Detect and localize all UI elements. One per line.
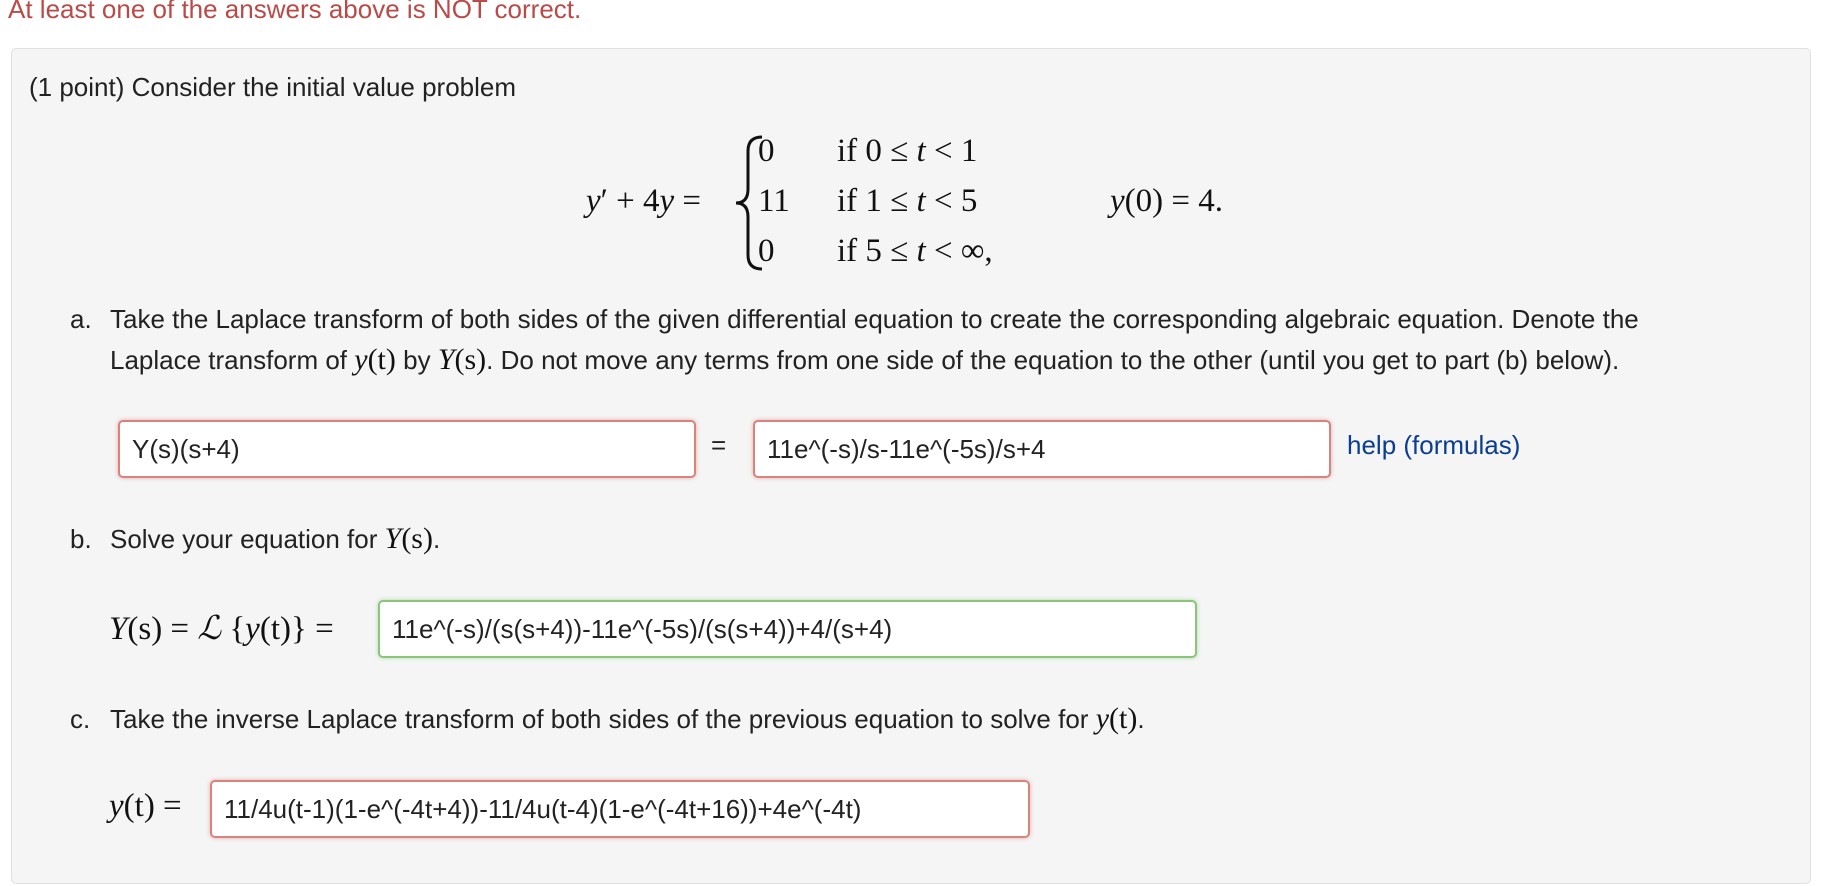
part-a-line2-mid: by: [395, 345, 438, 375]
initial-y: y: [1110, 183, 1125, 219]
case-2-rest: < 5: [925, 183, 978, 219]
part-b-text-pre: Solve your equation for: [110, 524, 385, 554]
help-formulas-link[interactable]: help (formulas): [1347, 430, 1521, 460]
part-a-marker: a.: [70, 304, 92, 334]
part-b-lhs-Y: Y: [109, 611, 128, 647]
part-b-answer-input[interactable]: [378, 600, 1197, 658]
part-b-lhs-y: y: [245, 611, 260, 647]
part-b-lhs: [109, 608, 334, 648]
part-c-lhs: [109, 788, 182, 825]
part-b-lhs-s: (s) =: [127, 611, 198, 647]
answer-status-message: At least one of the answers above is NOT correct.: [8, 0, 582, 24]
ode-y: y: [586, 183, 601, 219]
part-b-lhs-t: (t): [259, 611, 291, 647]
case-3-value: 0: [758, 233, 775, 269]
part-a-paren-t: (t): [367, 343, 396, 376]
ode-lhs: [586, 183, 701, 220]
part-a-left-answer-input[interactable]: [118, 420, 696, 478]
part-b-lhs-open: {: [221, 611, 246, 647]
case-2-value: 11: [758, 183, 790, 219]
part-b-text-post: .: [432, 524, 441, 554]
case-1-if: if 0 ≤: [837, 133, 917, 169]
part-c-text: [110, 702, 1145, 736]
ode-prime: ′: [600, 183, 608, 219]
part-b-marker: b.: [70, 524, 92, 554]
case-1-t: t: [916, 133, 926, 169]
part-b-text: [110, 522, 440, 556]
case-2-condition: [837, 183, 977, 220]
case-3-if: if 5 ≤: [837, 233, 917, 269]
part-b-Y: Y: [384, 522, 402, 555]
initial-rest: (0) = 4.: [1124, 183, 1223, 219]
part-c-lhs-rest: (t) =: [123, 788, 182, 824]
case-3-condition: [837, 233, 993, 270]
part-a-line1: Take the Laplace transform of both sides of the given differential equation to create the corresponding algebraic equation. Denote the: [110, 304, 1639, 334]
part-a-paren-s: (s): [454, 343, 487, 376]
part-b-paren-s: (s): [401, 522, 433, 555]
case-1-condition: [837, 133, 977, 170]
part-c-marker: c.: [70, 704, 91, 734]
part-a-Y: Y: [437, 343, 455, 376]
part-c-answer-input[interactable]: [210, 780, 1030, 838]
ode-equals: =: [682, 183, 702, 219]
part-c-text-pre: Take the inverse Laplace transform of both sides of the previous equation to solve for: [110, 704, 1096, 734]
case-1-value: 0: [758, 133, 775, 169]
problem-intro: (1 point) Consider the initial value problem: [29, 72, 517, 102]
part-a-right-answer-input[interactable]: [753, 420, 1331, 478]
part-a-line2: [110, 343, 1619, 377]
ode-y2: y: [659, 183, 675, 219]
ode-plus-four: + 4: [616, 183, 660, 219]
part-a-line2-post: . Do not move any terms from one side of the equation to the other (until you get to part (b) below).: [486, 345, 1620, 375]
part-c-paren-t: (t): [1109, 702, 1138, 735]
case-2-t: t: [916, 183, 926, 219]
part-c-y: y: [1095, 702, 1110, 735]
part-a-y: y: [354, 343, 368, 376]
part-a-equals: =: [711, 430, 727, 460]
initial-condition: [1110, 183, 1223, 220]
case-3-rest: < ∞,: [925, 233, 993, 269]
part-c-lhs-y: y: [109, 788, 124, 824]
part-a-line2-pre: Laplace transform of: [110, 345, 355, 375]
case-2-if: if 1 ≤: [837, 183, 917, 219]
part-c-text-post: .: [1137, 704, 1145, 734]
case-1-rest: < 1: [925, 133, 978, 169]
part-b-lhs-close: } =: [290, 611, 334, 647]
laplace-symbol: ℒ: [197, 611, 222, 647]
case-3-t: t: [916, 233, 926, 269]
